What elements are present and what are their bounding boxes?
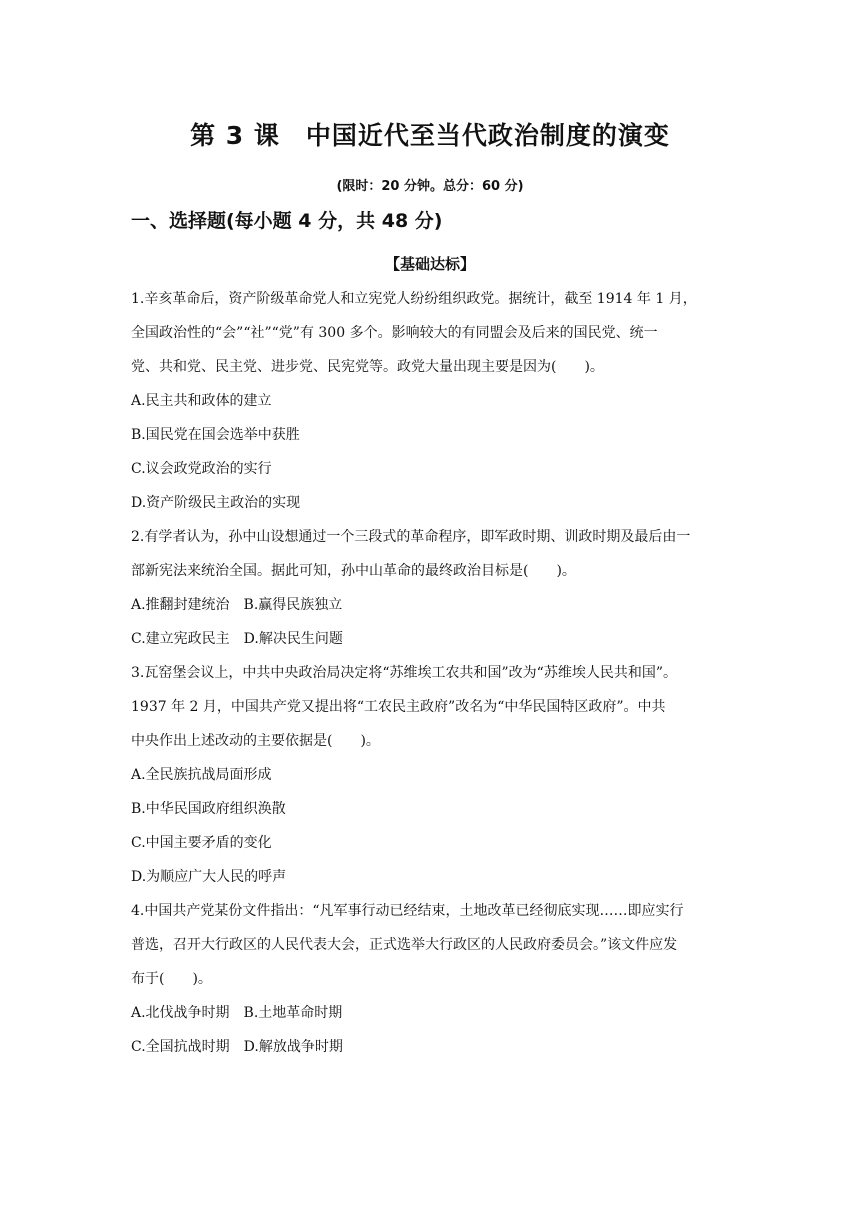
answer-option: C.中国主要矛盾的变化: [131, 835, 272, 851]
question-2: [131, 520, 731, 656]
answer-option: B.国民党在国会选举中获胜: [131, 427, 300, 443]
question-stem-line: 3.瓦窑堡会议上，中共中央政治局决定将“苏维埃工农共和国”改为“苏维埃人民共和国”。: [131, 665, 677, 681]
time-and-score-note: (限时：20 分钟。总分：60 分): [336, 179, 524, 194]
section-heading: 一、选择题(每小题 4 分，共 48 分): [131, 210, 443, 232]
answer-option: D.为顺应广大人民的呼声: [131, 869, 287, 885]
answer-options-row: A.北伐战争时期 B.土地革命时期: [131, 1005, 343, 1021]
question-stem-line: 全国政治性的“会”“社”“党”有 300 多个。影响较大的有同盟会及后来的国民党、统一: [131, 325, 658, 341]
answer-option: A.全民族抗战局面形成: [131, 767, 272, 783]
question-stem-line: 2.有学者认为，孙中山设想通过一个三段式的革命程序，即军政时期、训政时期及最后由一: [131, 529, 691, 545]
question-4: [131, 894, 731, 1064]
answer-options-row: C.全国抗战时期 D.解放战争时期: [131, 1039, 343, 1055]
group-heading: 【基础达标】: [384, 255, 475, 273]
question-stem-line: 布于( )。: [131, 971, 212, 987]
question-1: [131, 282, 731, 520]
question-stem-line: 党、共和党、民主党、进步党、民宪党等。政党大量出现主要是因为( )。: [131, 359, 604, 375]
answer-options-row: A.推翻封建统治 B.赢得民族独立: [131, 597, 343, 613]
question-3: [131, 656, 731, 894]
answer-options-row: C.建立宪政民主 D.解决民生问题: [131, 631, 343, 647]
question-stem-line: 4.中国共产党某份文件指出：“凡军事行动已经结束，土地改革已经彻底实现……即应实行: [131, 903, 684, 919]
page-title: 第 3 课 中国近代至当代政治制度的演变: [190, 121, 670, 150]
question-stem-line: 普选，召开大行政区的人民代表大会，正式选举大行政区的人民政府委员会。”该文件应发: [131, 937, 678, 953]
answer-option: C.议会政党政治的实行: [131, 461, 272, 477]
question-stem-line: 1937 年 2 月，中国共产党又提出将“工农民主政府”改名为“中华民国特区政府”。中共: [131, 699, 666, 715]
question-stem-line: 部新宪法来统治全国。据此可知，孙中山革命的最终政治目标是( )。: [131, 563, 576, 579]
answer-option: A.民主共和政体的建立: [131, 393, 272, 409]
question-stem-line: 1.辛亥革命后，资产阶级革命党人和立宪党人纷纷组织政党。据统计，截至 1914 年 1 月，: [131, 291, 697, 307]
answer-option: D.资产阶级民主政治的实现: [131, 495, 301, 511]
question-stem-line: 中央作出上述改动的主要依据是( )。: [131, 733, 380, 749]
answer-option: B.中华民国政府组织涣散: [131, 801, 286, 817]
question-list: [131, 282, 731, 1064]
